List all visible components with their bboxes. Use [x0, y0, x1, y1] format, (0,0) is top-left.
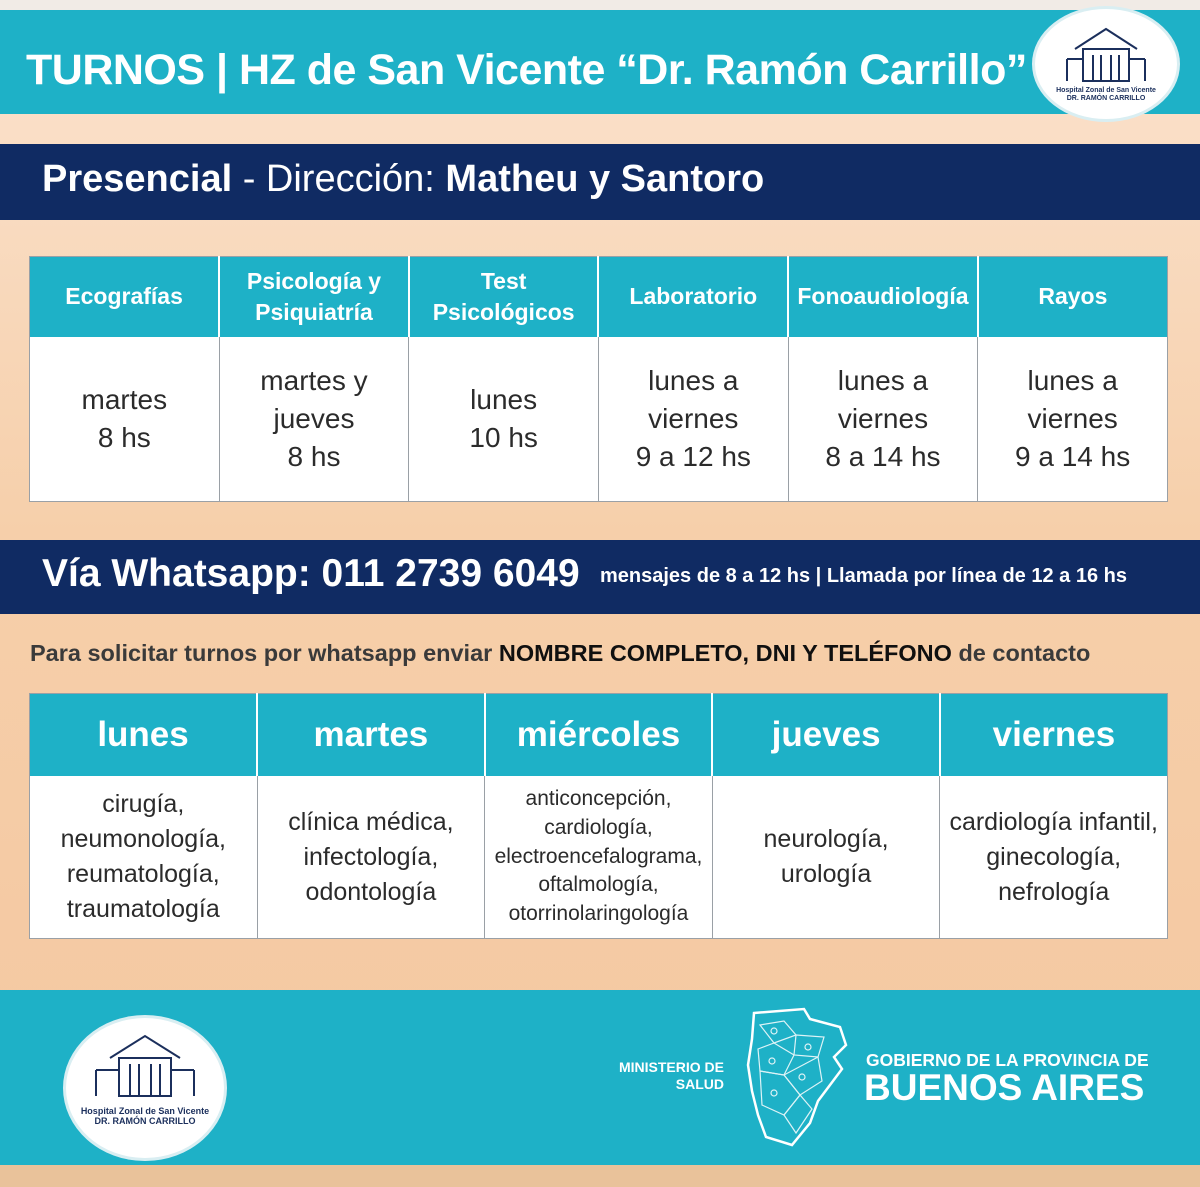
- weekly-cell-viernes: cardiología infantil, ginecología, nefrología: [949, 807, 1158, 906]
- gobierno-line2: BUENOS AIRES: [864, 1067, 1145, 1108]
- header-martes: martes: [257, 694, 485, 777]
- hospital-logo-top: [1032, 6, 1180, 122]
- bottom-strip: [0, 1165, 1200, 1187]
- header-miercoles: miércoles: [485, 694, 713, 777]
- top-strip: [0, 0, 1200, 10]
- weekly-row: [30, 776, 1168, 939]
- header-lunes: lunes: [30, 694, 258, 777]
- schedule-row: [30, 337, 1168, 502]
- schedule-cell-laboratorio: lunes a viernes 9 a 12 hs: [598, 337, 788, 502]
- gobierno-line1: GOBIERNO DE LA PROVINCIA DE: [866, 1050, 1149, 1070]
- header-jueves: jueves: [712, 694, 940, 777]
- weekly-cell-miercoles: anticoncepción, cardiología, electroencefalograma, oftalmología, otorrinolaringología: [485, 776, 713, 939]
- presencial-address: Presencial - Dirección: Matheu y Santoro: [42, 158, 765, 200]
- schedule-cell-psicologia: martes y jueves 8 hs: [219, 337, 409, 502]
- whatsapp-hours: mensajes de 8 a 12 hs | Llamada por línea de 12 a 16 hs: [600, 565, 1127, 587]
- header-ecografias: Ecografías: [30, 257, 220, 338]
- schedule-cell-ecografias: martes 8 hs: [30, 337, 220, 502]
- hospital-logo-bottom: [63, 1015, 227, 1161]
- header-laboratorio: Laboratorio: [598, 257, 788, 338]
- whatsapp-band: [0, 540, 1200, 614]
- schedule-header-row: [30, 257, 1168, 338]
- weekly-table: [29, 693, 1168, 939]
- schedule-cell-test-psicologicos: lunes 10 hs: [409, 337, 599, 502]
- header-test-psicologicos: Test Psicológicos: [409, 257, 599, 338]
- schedule-cell-fonoaudiologia: lunes a viernes 8 a 14 hs: [788, 337, 978, 502]
- presencial-band: [0, 144, 1200, 220]
- weekly-header-row: [30, 694, 1168, 777]
- buenos-aires-map-icon: [744, 1005, 854, 1150]
- page-title: TURNOS | HZ de San Vicente “Dr. Ramón Carrillo”: [26, 46, 1027, 94]
- logo-caption: Hospital Zonal de San Vicente DR. RAMÓN CARRILLO: [80, 1106, 210, 1127]
- schedule-cell-rayos: lunes a viernes 9 a 14 hs: [1015, 365, 1131, 472]
- weekly-cell-jueves: neurología, urología: [712, 776, 940, 939]
- whatsapp-number: Vía Whatsapp: 011 2739 6049: [42, 552, 580, 595]
- header-fonoaudiologia: Fonoaudiología: [788, 257, 978, 338]
- hospital-building-icon: [66, 1018, 224, 1158]
- weekly-cell-martes: clínica médica, infectología, odontología: [257, 776, 485, 939]
- weekly-cell-lunes: cirugía, neumonología, reumatología, traumatología: [30, 776, 258, 939]
- header-rayos: Rayos: [978, 257, 1168, 338]
- logo-caption: Hospital Zonal de San Vicente DR. RAMÓN CARRILLO: [1056, 87, 1156, 103]
- schedule-table: [29, 256, 1168, 502]
- header-viernes: viernes: [940, 694, 1168, 777]
- instructions-text: Para solicitar turnos por whatsapp enviar NOMBRE COMPLETO, DNI Y TELÉFONO de contacto: [30, 640, 1091, 666]
- title-bar: [0, 10, 1200, 114]
- header-psicologia: Psicología y Psiquiatría: [219, 257, 409, 338]
- ministerio-label: MINISTERIO DE SALUD: [618, 1059, 724, 1092]
